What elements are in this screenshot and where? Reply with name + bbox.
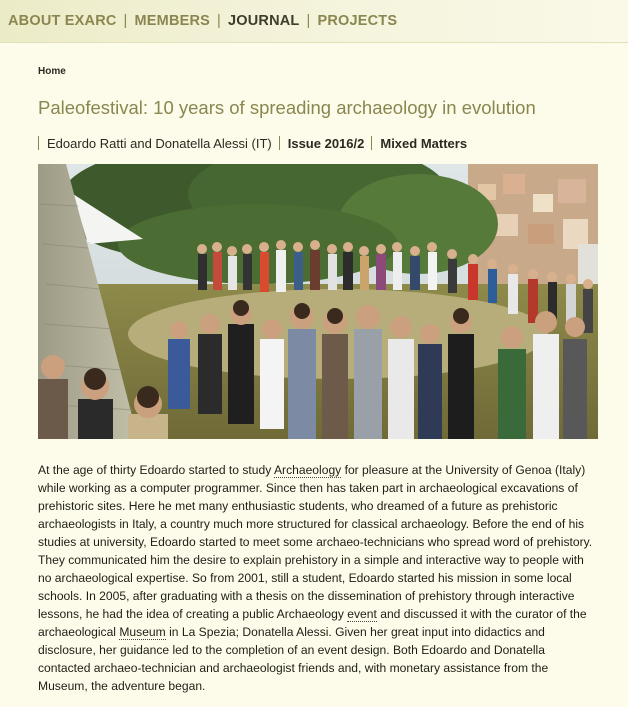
archaeology-link[interactable]: Archaeology [273,463,342,477]
body-text: for pleasure at the University of Genoa (Italy) while working as a computer programmer. Since then has taken part in archaeological excavations of prehistoric sites. Here he met many enthusiastic students, who dreamed of a future as prehistoric archaeologists in Italy, a country much more structured for classical archaeology. Before the end of his studies at university, Edoardo started to meet some archaeo-technicians who spread word of prehistory. They communicated him the desire to explain prehistory in a simple and interactive way to people with no archaeological expertise. So from 2001, still a student, Edoardo started his mission in some local schools. In 2005, after graduating with a thesis on the dissemination of prehistory through interactive lessons, he had the idea of creating a public Archaeology [38,463,593,621]
nav-separator: | [306,13,311,29]
section-link[interactable]: Mixed Matters [380,136,468,151]
body-text: in La Spezia; Donatella Alessi. Given her great input into didactics and disclosure, her guidance led to the completion of an event design. Both Edoardo and Donatella contacted archaeo-technician and archaeologist friends and, with monetary assistance from the Museum, the adventure began. [38,625,549,693]
nav-separator: | [123,13,128,29]
article-body [38,461,596,695]
nav-menu [8,13,397,29]
breadcrumb-home[interactable]: Home [38,66,66,77]
page-title: Paleofestival: 10 years of spreading archaeology in evolution [38,97,536,118]
body-text: At the age of thirty Edoardo started to study [38,463,274,477]
nav-item-members[interactable]: MEMBERS [134,13,211,29]
event-link[interactable]: event [347,607,377,621]
nav-item-about-exarc[interactable]: ABOUT EXARC [8,13,117,29]
body-text: and discussed it with the curator of the archaeological [38,607,587,639]
issue-link[interactable]: Issue 2016/2 [287,136,365,151]
top-navigation [0,0,628,43]
article-meta [38,136,467,151]
nav-item-projects[interactable]: PROJECTS [317,13,398,29]
meta-divider [371,136,372,150]
museum-link[interactable]: Museum [119,625,166,639]
meta-divider [279,136,280,150]
author-link[interactable]: Edoardo Ratti and Donatella Alessi (IT) [47,136,272,151]
meta-divider [38,136,39,150]
nav-item-journal[interactable]: JOURNAL [228,13,300,29]
article-photo [38,164,598,439]
nav-separator: | [217,13,221,29]
